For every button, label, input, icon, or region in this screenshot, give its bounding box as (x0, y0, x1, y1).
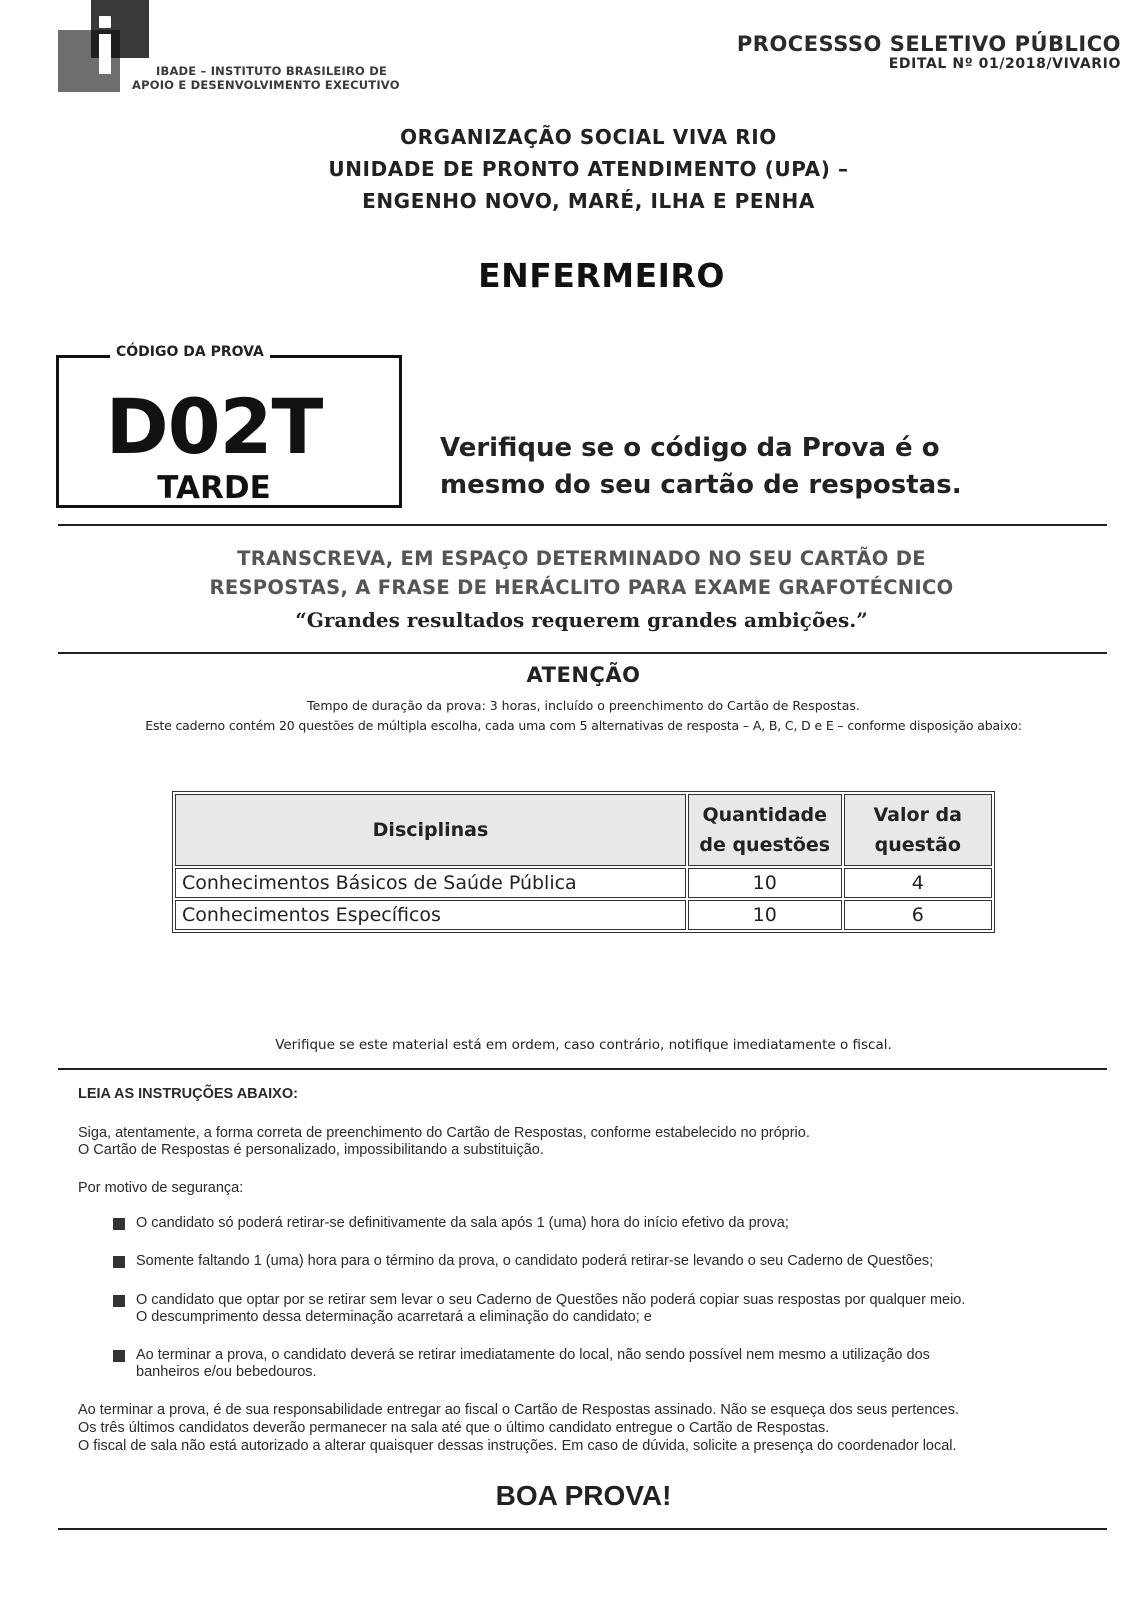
final-instruction-line-2: Os três últimos candidatos deverão permanecer na sala até que o último candidato entregue o Cartão de Respostas. (78, 1420, 830, 1436)
table-row (175, 900, 992, 930)
bullet-text-3-line-1: O candidato que optar por se retirar sem levar o seu Caderno de Questões não poderá copiar suas respostas por qualquer meio. (136, 1292, 966, 1308)
row-value: 4 (844, 868, 993, 898)
divider (58, 652, 1107, 654)
closing-message: BOA PROVA! (495, 1480, 672, 1511)
exam-code: D02T (105, 382, 323, 471)
header-quantity-line-2: de questões (699, 834, 831, 856)
row-quantity: 10 (688, 868, 842, 898)
bullet-text-2: Somente faltando 1 (uma) hora para o término da prova, o candidato poderá retirar-se levando o seu Caderno de Questões; (136, 1253, 934, 1269)
transcribe-line-2: RESPOSTAS, A FRASE DE HERÁCLITO PARA EXAME GRAFOTÉCNICO (209, 576, 954, 599)
verify-line-2: mesmo do seu cartão de respostas. (440, 470, 962, 500)
check-material-notice: Verifique se este material está em ordem, caso contrário, notifique imediatamente o fiscal. (275, 1037, 892, 1053)
organization-block (0, 121, 1137, 217)
bullet-icon (113, 1218, 125, 1230)
edital-number: EDITAL Nº 01/2018/VIVARIO (888, 56, 1121, 72)
header-quantity-line-1: Quantidade (702, 804, 827, 826)
attention-duration: Tempo de duração da prova: 3 horas, incluído o preenchimento do Cartão de Respostas. (307, 698, 860, 713)
verify-code-notice (440, 430, 962, 504)
attention-title: ATENÇÃO (526, 663, 641, 687)
final-instruction-line-1: Ao terminar a prova, é de sua responsabilidade entregar ao fiscal o Cartão de Respostas assinado. Não se esqueça dos seus pertences. (78, 1402, 959, 1418)
exam-code-label: CÓDIGO DA PROVA (110, 344, 270, 360)
table-row (175, 868, 992, 898)
bullet-icon (113, 1256, 125, 1268)
header-value-line-2: questão (874, 834, 961, 856)
institute-name (132, 64, 400, 92)
bullet-text-1: O candidato só poderá retirar-se definitivamente da sala após 1 (uma) hora do início efetivo da prova; (136, 1215, 789, 1231)
row-discipline: Conhecimentos Específicos (175, 900, 686, 930)
table-header-row (175, 794, 992, 866)
organization-line-3: ENGENHO NOVO, MARÉ, ILHA E PENHA (362, 189, 815, 213)
attention-question-count: Este caderno contém 20 questões de múltipla escolha, cada uma com 5 alternativas de resposta – A, B, C, D e E – conforme disposição abaixo: (145, 718, 1022, 733)
bullet-icon (113, 1350, 125, 1362)
institute-line-2: APOIO E DESENVOLVIMENTO EXECUTIVO (132, 78, 400, 92)
header-disciplines: Disciplinas (175, 794, 686, 866)
header-value (844, 794, 993, 866)
header-quantity (688, 794, 842, 866)
final-instruction-line-3: O fiscal de sala não está autorizado a alterar quaisquer dessas instruções. Em caso de dúvida, solicite a presença do coordenador local. (78, 1438, 957, 1454)
disciplines-table (172, 791, 995, 933)
divider (58, 1528, 1107, 1530)
divider (58, 524, 1107, 526)
process-title: PROCESSSO SELETIVO PÚBLICO (736, 32, 1121, 56)
bullet-text-4-line-1: Ao terminar a prova, o candidato deverá se retirar imediatamente do local, não sendo possível nem mesmo a utilização dos (136, 1347, 930, 1363)
row-discipline: Conhecimentos Básicos de Saúde Pública (175, 868, 686, 898)
row-quantity: 10 (688, 900, 842, 930)
organization-line-1: ORGANIZAÇÃO SOCIAL VIVA RIO (400, 125, 777, 149)
bullet-text-4-line-2: banheiros e/ou bebedouros. (136, 1364, 317, 1380)
instructions-paragraph-line-1: Siga, atentamente, a forma correta de preenchimento do Cartão de Respostas, conforme estabelecido no próprio. (78, 1125, 810, 1141)
security-heading: Por motivo de segurança: (78, 1180, 244, 1196)
bullet-text-3-line-2: O descumprimento dessa determinação acarretará a eliminação do candidato; e (136, 1309, 652, 1325)
verify-line-1: Verifique se o código da Prova é o (440, 433, 940, 463)
bullet-icon (113, 1295, 125, 1307)
heraclitus-quote: “Grandes resultados requerem grandes ambições.” (295, 608, 868, 632)
divider (58, 1068, 1107, 1070)
role-title: ENFERMEIRO (478, 256, 725, 295)
instructions-paragraph-line-2: O Cartão de Respostas é personalizado, impossibilitando a substituição. (78, 1142, 544, 1158)
exam-shift: TARDE (157, 470, 271, 506)
header-value-line-1: Valor da (873, 804, 962, 826)
transcribe-line-1: TRANSCREVA, EM ESPAÇO DETERMINADO NO SEU CARTÃO DE (237, 547, 926, 570)
institute-line-1: IBADE – INSTITUTO BRASILEIRO DE (156, 64, 388, 78)
instructions-heading: LEIA AS INSTRUÇÕES ABAIXO: (78, 1086, 298, 1102)
row-value: 6 (844, 900, 993, 930)
process-header (737, 32, 1121, 72)
transcribe-instruction (0, 544, 1137, 602)
organization-line-2: UNIDADE DE PRONTO ATENDIMENTO (UPA) – (328, 157, 849, 181)
